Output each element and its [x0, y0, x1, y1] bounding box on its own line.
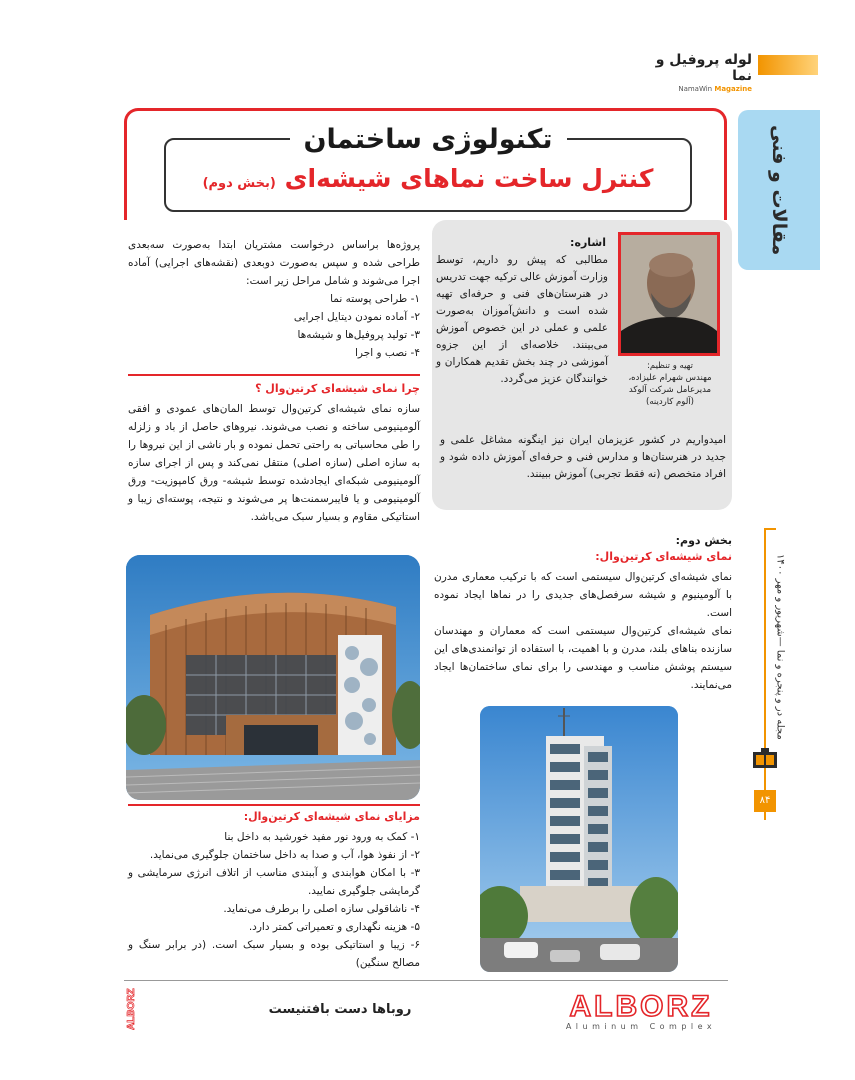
building-illustration [126, 555, 420, 800]
section-label: بخش دوم: [675, 534, 732, 547]
list-item: ۳- با امکان هوابندی و آببندی مناسب از اتلاف انرژی سرمایشی و گرمایشی جلوگیری نمایید. [128, 867, 420, 897]
logo-en-text [642, 84, 752, 94]
curtain-wall-building-photo [126, 555, 420, 800]
article-category-text: تکنولوژی ساختمان [290, 124, 567, 155]
list-item: ۴- ناشاقولی سازه اصلی را برطرف می‌نماید. [223, 903, 420, 915]
tower-illustration [480, 706, 678, 972]
author-caption [612, 360, 728, 408]
article-part-label: (بخش دوم) [202, 176, 276, 191]
list-item: ۱- طراحی پوسته نما [330, 293, 420, 305]
right-paragraph-1: نمای شیشه‌ای کرتین‌وال سیستمی است که با ترکیب معماری مدرن با آلومینیوم و شیشه سرفصل‌های جدیدی را در نماها ایجاد نموده است. [434, 571, 732, 619]
section-divider [128, 374, 420, 376]
benefits-list [128, 828, 420, 972]
magazine-logo [642, 52, 752, 93]
alborz-logo [555, 990, 727, 1020]
list-item: ۲- از نفوذ هوا، آب و صدا به داخل ساختمان جلوگیری می‌نماید. [149, 849, 420, 861]
footer-divider [124, 980, 728, 981]
logo-en-prefix: NamaWin [678, 85, 713, 93]
section-tab-label: مقالات و فنی [768, 124, 790, 256]
footer-slogan: روباها دست بافتنیست [268, 1002, 412, 1017]
list-item: ۱- کمک به ورود نور مفید خورشید به داخل بنا [224, 831, 420, 843]
svg-text:ALBORZ: ALBORZ [569, 990, 713, 1020]
list-item: ۴- نصب و اجرا [355, 347, 420, 359]
logo-fa-text: لوله پروفیل و نما [655, 52, 752, 84]
article-category-title [164, 124, 692, 155]
logo-en-suffix: Magazine [714, 85, 752, 93]
author-portrait-illustration [621, 235, 717, 353]
steps-list [128, 290, 420, 362]
intro-heading: اشاره: [570, 236, 606, 249]
author-photo [618, 232, 720, 356]
author-caption-line: تهیه و تنظیم: [647, 361, 693, 371]
list-item: ۶- زیبا و استاتیکی بوده و بسیار سبک است. (در برابر سنگ و مصالح سنگین) [128, 939, 420, 969]
alborz-wordmark [555, 990, 727, 1020]
left-intro-paragraph: پروژه‌ها براساس درخواست مشتریان ابتدا به‌صورت سه‌بعدی طراحی شده و سپس به‌صورت دوبعدی (نقشه‌های اجرایی) آماده اجرا می‌شوند و شامل مراحل زیر است: [128, 239, 420, 287]
logo-color-bar [758, 55, 818, 75]
list-item: ۲- آماده نمودن دیتایل اجرایی [293, 311, 420, 323]
why-body: سازه نمای شیشه‌ای کرتین‌وال توسط المان‌های عمودی و افقی آلومینیومی ساخته و نصب می‌شوند. نیروهای حاصل از باد و زلزله را طی محاسباتی به راحتی تحمل نموده و بار ناشی از این نیروها را به سازه اصلی (سازه اصلی) منتقل نمی‌کند و پس از اجرای سازه آلومینیومی شبکه‌ای ایجادشده توسط شیشه- ورق کامپوزیت- ورق آلومینیومی و یا فایبرسمنت‌ها پر می‌شوند و نتیجه، پوسته‌ای زیبا و استاتیکی مقاوم و بسیار سبک می‌باشد. [128, 403, 420, 523]
list-item: ۳- تولید پروفیل‌ها و شیشه‌ها [297, 329, 420, 341]
intro-body: مطالبی که پیش رو داریم، توسط وزارت آموزش عالی ترکیه جهت تدریس در هنرستان‌های فنی و حرفه‌ای تهیه شده است و دانش‌آموزان به‌صورت علمی و عملی در این خصوص آموزش می‌بینند. خلاصه‌ای از این جزوه آموزشی در چند بخش تقدیم همکاران و خوانندگان عزیز می‌گردد. [436, 254, 608, 385]
alborz-subtitle: Aluminum Complex [565, 1022, 717, 1031]
list-item: ۵- هزینه نگهداری و تعمیراتی کمتر دارد. [248, 921, 420, 933]
benefits-heading: مزایای نمای شیشه‌ای کرتین‌وال: [243, 810, 420, 823]
issue-label-wrap [768, 540, 792, 740]
window-icon-svg [752, 748, 778, 770]
svg-text:ALBORZ: ALBORZ [126, 988, 136, 1030]
intro-tail: امیدواریم در کشور عزیزمان ایران نیز اینگونه مشاغل علمی و جدید در هنرستان‌ها و مدارس فنی و حرفه‌ای آموزش داده شود و افراد متخصص (نه فقط تجربی) آموزش ببینند. [440, 434, 726, 480]
why-heading: چرا نمای شیشه‌ای کرتین‌وال ؟ [255, 382, 420, 395]
author-role: مدیرعامل شرکت آلوکد [628, 385, 712, 395]
tower-building-photo [480, 706, 678, 972]
article-title-text: کنترل ساخت نماهای شیشه‌ای [284, 164, 654, 193]
right-paragraph-2: نمای شیشه‌ای کرتین‌وال سیستمی است که معماران و مهندسان سازنده بناهای بلند، مدرن و با اهمیت، با استفاده از توانمندی‌های این سیستم پوشش مناسب و مهندسی را برای نمای ساختمان‌ها ایجاد می‌نمایند. [434, 625, 732, 691]
benefits-divider [128, 804, 420, 806]
window-icon [752, 748, 778, 770]
page-number: ۸۴ [754, 790, 776, 812]
author-name: مهندس شهرام علیزاده، [628, 373, 712, 383]
alborz-small-wordmark [124, 986, 136, 1030]
section-heading: نمای شیشه‌ای کرتین‌وال: [595, 550, 732, 563]
alborz-small-logo [124, 986, 136, 1030]
article-title [164, 164, 692, 193]
author-company: (آلوم کاردینه) [646, 397, 694, 407]
section-tab-label-wrap [738, 110, 820, 270]
issue-label: مجله در و پنجره و نما —شهریور و مهر ۱۴۰۰ [774, 554, 786, 740]
